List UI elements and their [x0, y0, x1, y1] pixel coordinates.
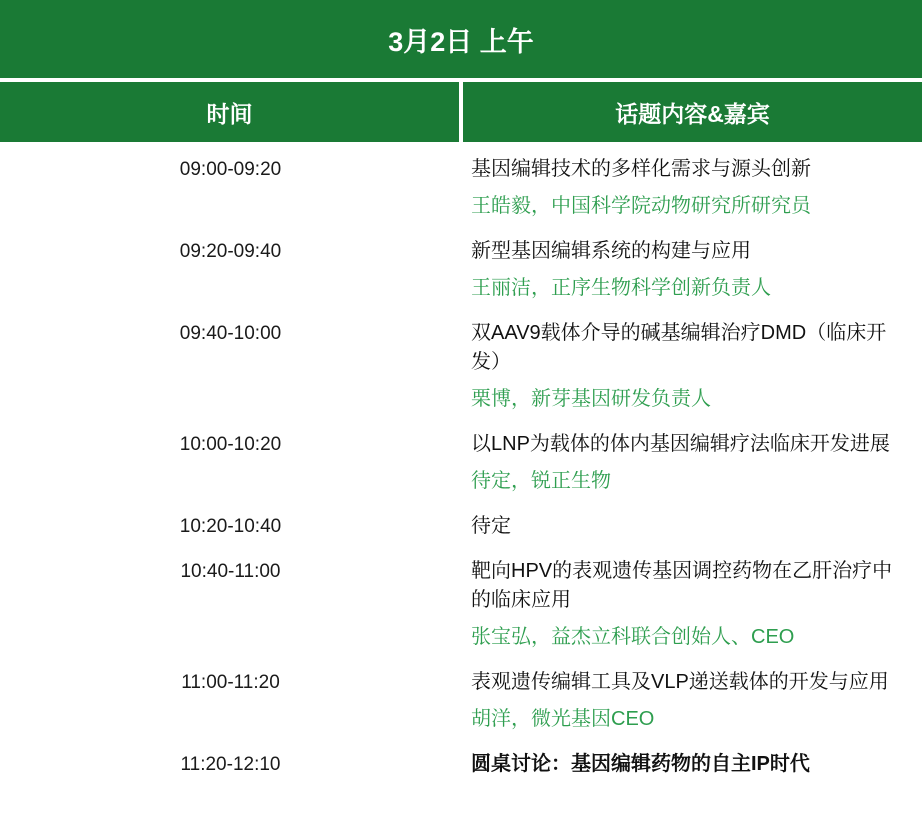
session-topic: 基因编辑技术的多样化需求与源头创新 — [471, 158, 811, 180]
session-time: 11:20-12:10 — [180, 754, 281, 775]
session-speaker: 待定，锐正生物 — [471, 470, 611, 492]
table-row — [0, 144, 922, 228]
session-content — [461, 740, 922, 785]
session-topic: 以LNP为载体的体内基因编辑疗法临床开发进展 — [471, 433, 890, 455]
session-speaker: 王皓毅，中国科学院动物研究所研究员 — [471, 195, 811, 217]
session-time: 10:20-10:40 — [179, 516, 282, 537]
session-speaker: 张宝弘，益杰立科联合创始人、CEO — [471, 626, 795, 648]
session-topic: 待定 — [471, 515, 511, 537]
session-speaker: 栗博，新芽基因研发负责人 — [471, 388, 711, 410]
session-content — [461, 144, 922, 228]
session-time: 11:00-11:20 — [181, 672, 280, 693]
session-topic: 双AAV9载体介导的碱基编辑治疗DMD（临床开发） — [471, 322, 887, 373]
agenda-header-row — [0, 80, 922, 144]
session-speaker: 胡洋，微光基因CEO — [471, 708, 655, 730]
session-content — [461, 420, 922, 502]
session-topic: 表观遗传编辑工具及VLP递送载体的开发与应用 — [471, 671, 889, 693]
session-time: 09:20-09:40 — [179, 241, 282, 262]
session-topic: 新型基因编辑系统的构建与应用 — [471, 240, 751, 262]
table-row — [0, 740, 922, 785]
table-row — [0, 420, 922, 502]
session-content — [461, 502, 922, 547]
agenda-title-row — [0, 0, 922, 80]
table-row — [0, 547, 922, 658]
session-time: 09:00-09:20 — [179, 159, 282, 180]
table-row — [0, 227, 922, 309]
session-time: 10:40-11:00 — [180, 561, 281, 582]
session-content — [461, 547, 922, 658]
table-row — [0, 658, 922, 740]
session-time: 09:40-10:00 — [179, 323, 282, 344]
table-row — [0, 309, 922, 420]
table-row — [0, 502, 922, 547]
session-content — [461, 658, 922, 740]
session-content — [461, 309, 922, 420]
session-speaker: 王丽洁，正序生物科学创新负责人 — [471, 277, 771, 299]
agenda-title: 3月2日 上午 — [0, 0, 922, 80]
session-content — [461, 227, 922, 309]
column-header-time: 时间 — [0, 80, 461, 144]
column-header-topic: 话题内容&嘉宾 — [461, 80, 922, 144]
session-topic: 靶向HPV的表观遗传基因调控药物在乙肝治疗中的临床应用 — [471, 560, 893, 611]
session-time: 10:00-10:20 — [179, 434, 282, 455]
session-topic: 圆桌讨论：基因编辑药物的自主IP时代 — [471, 753, 810, 775]
